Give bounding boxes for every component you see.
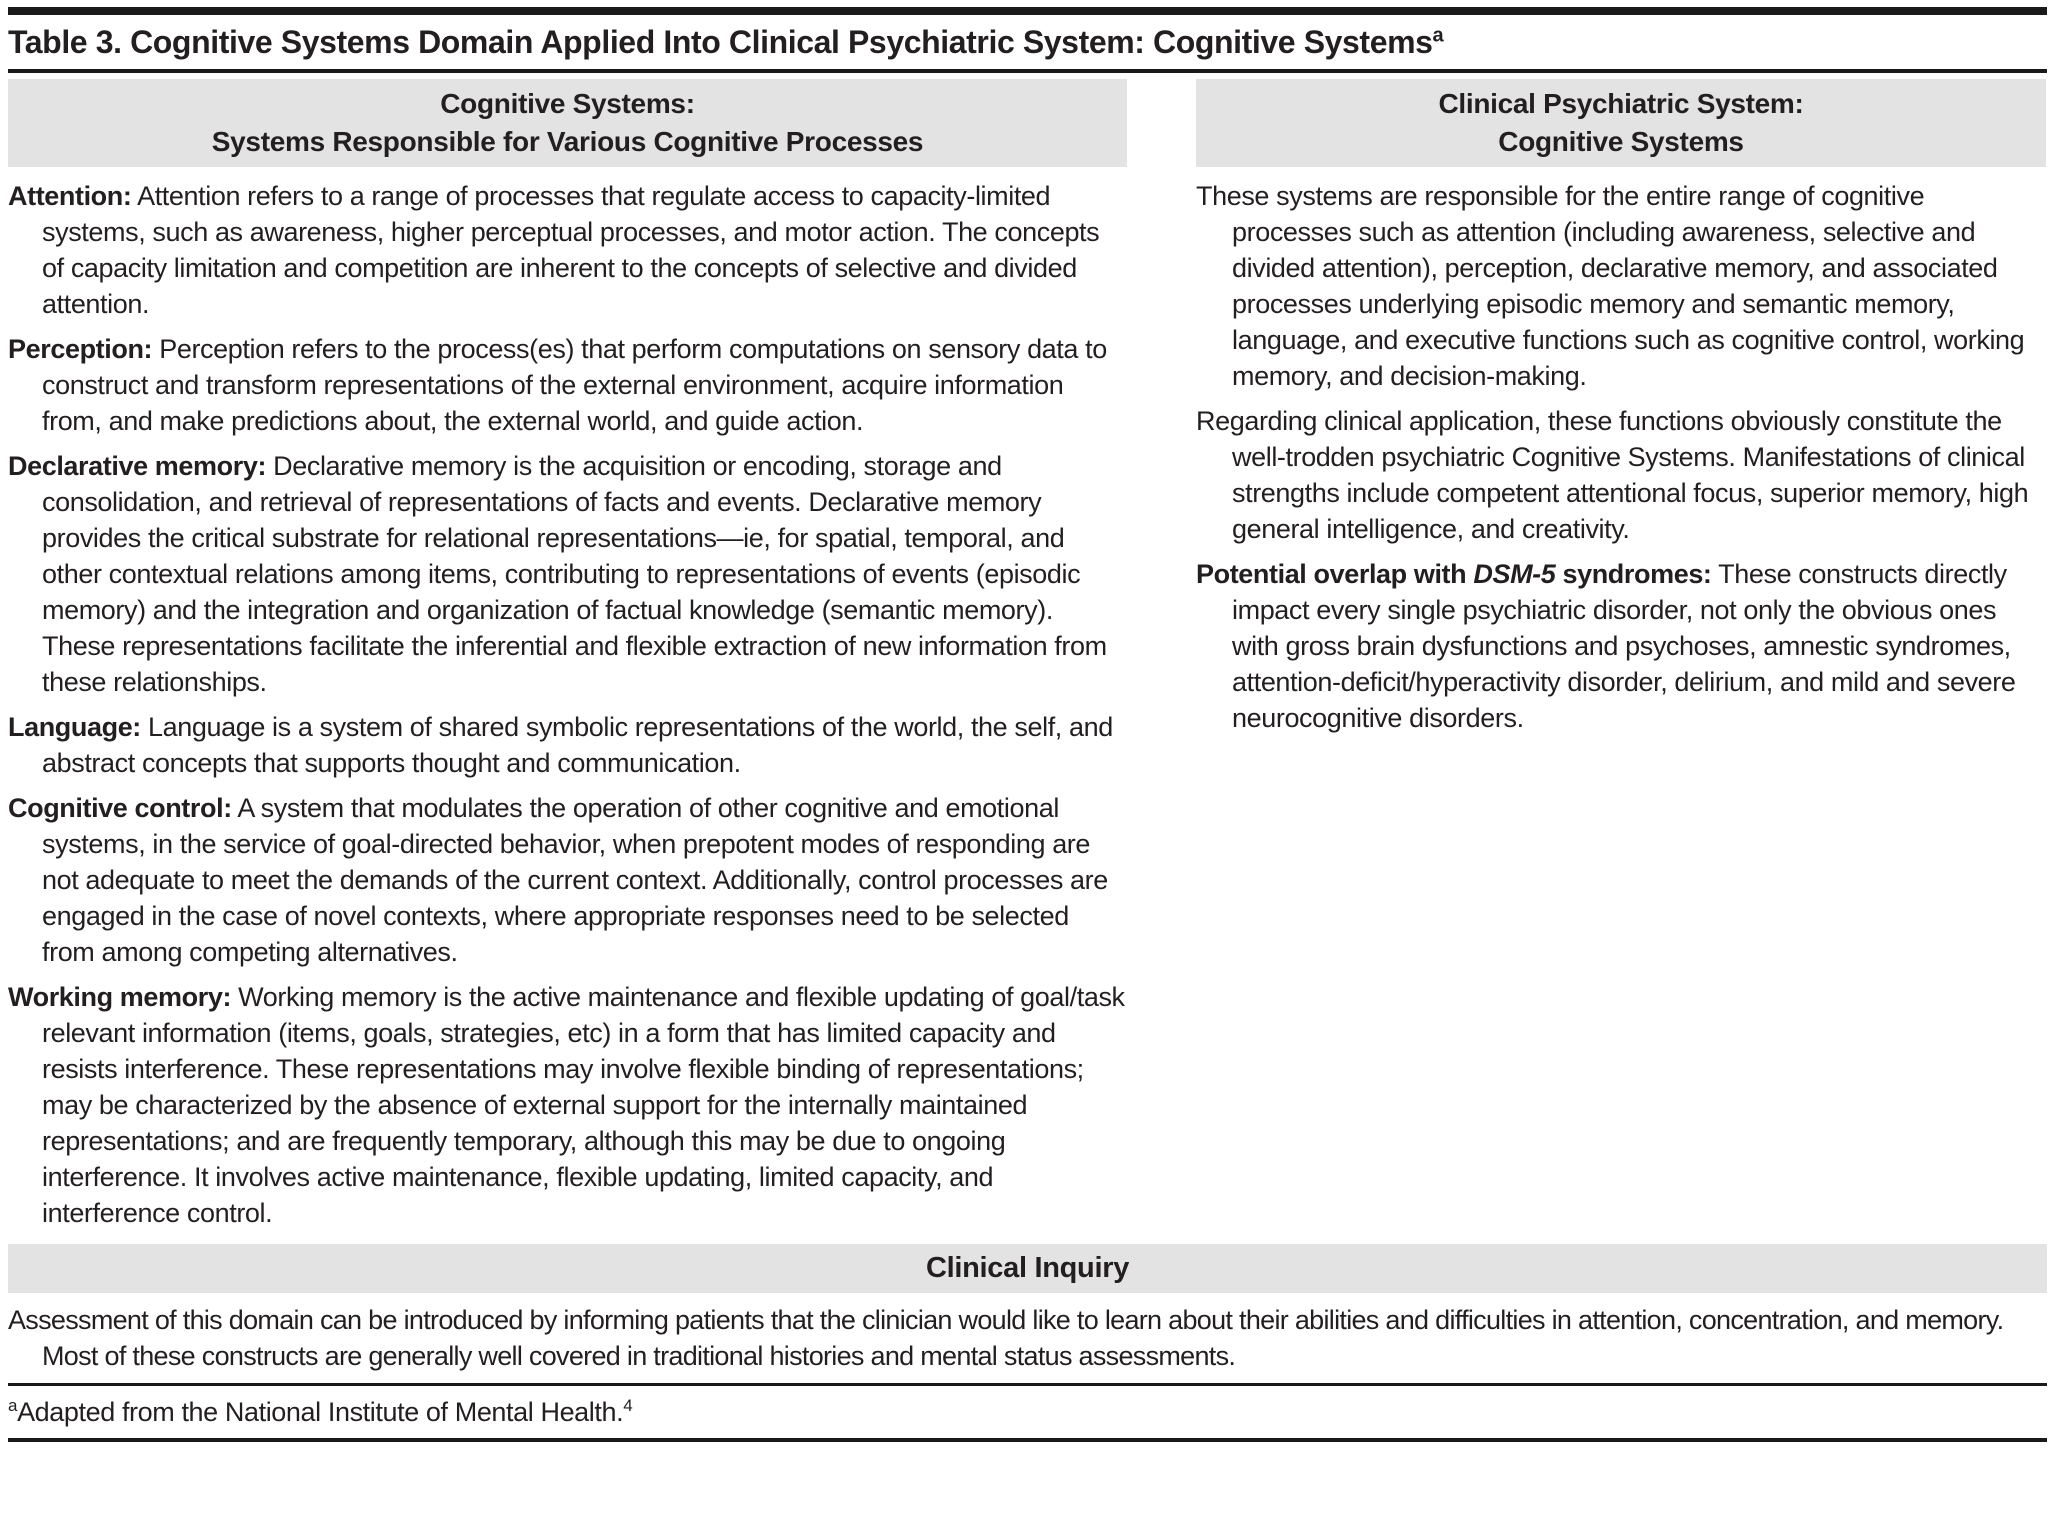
footnote-superscript: a <box>8 1396 18 1415</box>
right-header-line2: Cognitive Systems <box>1498 126 1744 157</box>
entry-language <box>8 709 1127 781</box>
entry-cognitive-control-text: A system that modulates the operation of other cognitive and emotional systems, in the service of goal-directed behavior, when prepotent modes of responding are not adequate to meet the demands of the current context. Additionally, control processes are engaged in the case of novel contexts, where appropriate responses need to be selected from among competing alternatives. <box>42 793 1108 967</box>
top-rule-thick <box>8 7 2047 15</box>
entry-systems-responsible <box>1196 178 2046 394</box>
table-footnote <box>8 1395 2047 1429</box>
entry-systems-responsible-text: These systems are responsible for the entire range of cognitive processes such as attention (including awareness, selective and divided attention), perception, declarative memory, and associated processes underlying episodic memory and semantic memory, language, and executive functions such as cognitive control, working memory, and decision-making. <box>1196 181 2025 391</box>
right-header-line1: Clinical Psychiatric System: <box>1438 88 1804 119</box>
footnote-separator-rule <box>8 1383 2047 1386</box>
table-columns <box>8 79 2047 1240</box>
right-column-header <box>1196 79 2046 167</box>
right-column-entries <box>1196 178 2046 736</box>
left-column-header <box>8 79 1127 167</box>
table-title-superscript: a <box>1432 24 1444 47</box>
entry-perception-label: Perception: <box>8 334 153 364</box>
entry-working-memory-label: Working memory: <box>8 982 232 1012</box>
entry-attention <box>8 178 1127 322</box>
left-column <box>8 79 1127 1240</box>
entry-clinical-application-text: Regarding clinical application, these functions obviously constitute the well-trodden psychiatric Cognitive Systems. Manifestations of clinical strengths include competent attentional focus, superior memory, high general intelligence, and creativity. <box>1196 406 2029 544</box>
entry-perception-text: Perception refers to the process(es) that perform computations on sensory data to construct and transform representations of the external environment, acquire information from, and make predictions about, the external world, and guide action. <box>42 334 1107 436</box>
clinical-inquiry-header-band <box>8 1244 2047 1293</box>
entry-cognitive-control <box>8 790 1127 970</box>
left-column-entries <box>8 178 1127 1231</box>
entry-declarative-memory-text: Declarative memory is the acquisition or encoding, storage and consolidation, and retrieval of representations of facts and events. Declarative memory provides the critical substrate for relational representations—ie, for spatial, temporal, and other contextual relations among items, contributing to representations of events (episodic memory) and the integration and organization of factual knowledge (semantic memory). These representations facilitate the inferential and flexible extraction of new information from these relationships. <box>42 451 1107 697</box>
left-header-line2: Systems Responsible for Various Cognitive Processes <box>211 126 924 157</box>
table-title <box>8 22 2047 62</box>
entry-dsm5-overlap-label-pre: Potential overlap with <box>1196 559 1474 589</box>
right-column <box>1196 79 2046 1240</box>
left-header-line1: Cognitive Systems: <box>440 88 695 119</box>
entry-dsm5-overlap-label-italic: DSM-5 <box>1473 559 1556 589</box>
entry-dsm5-overlap <box>1196 556 2046 736</box>
table-title-text: Table 3. Cognitive Systems Domain Applied Into Clinical Psychiatric System: Cognitive Systems <box>8 24 1433 60</box>
title-rule <box>8 69 2047 73</box>
entry-dsm5-overlap-text: These constructs directly impact every single psychiatric disorder, not only the obvious ones with gross brain dysfunctions and psychoses, amnestic syndromes, attention-deficit/hyperactivity disorder, delirium, and mild and severe neurocognitive disorders. <box>1232 559 2016 733</box>
entry-working-memory <box>8 979 1127 1231</box>
footnote-text: Adapted from the National Institute of Mental Health. <box>17 1397 624 1427</box>
entry-working-memory-text: Working memory is the active maintenance and flexible updating of goal/task relevant information (items, goals, strategies, etc) in a form that has limited capacity and resists interference. These representations may involve flexible binding of representations; may be characterized by the absence of external support for the internally maintained representations; and are frequently temporary, although this may be due to ongoing interference. It involves active maintenance, flexible updating, limited capacity, and interference control. <box>42 982 1125 1228</box>
bottom-rule-thick <box>8 1438 2047 1442</box>
entry-declarative-memory <box>8 448 1127 700</box>
clinical-inquiry-header-text: Clinical Inquiry <box>925 1252 1130 1284</box>
footnote-reference-superscript: 4 <box>623 1396 633 1415</box>
entry-perception <box>8 331 1127 439</box>
entry-cognitive-control-label: Cognitive control: <box>8 793 232 823</box>
entry-language-text: Language is a system of shared symbolic representations of the world, the self, and abstract concepts that supports thought and communication. <box>42 712 1113 778</box>
entry-declarative-memory-label: Declarative memory: <box>8 451 267 481</box>
entry-dsm5-overlap-label-post: syndromes: <box>1555 559 1712 589</box>
clinical-inquiry-text: Assessment of this domain can be introduced by informing patients that the clinician would like to learn about their abilities and difficulties in attention, concentration, and memory. Most of these constructs are generally well covered in traditional histories and mental status assessments. <box>8 1305 2004 1371</box>
entry-clinical-application <box>1196 403 2046 547</box>
entry-attention-label: Attention: <box>8 181 132 211</box>
entry-attention-text: Attention refers to a range of processes that regulate access to capacity-limited systems, such as awareness, higher perceptual processes, and motor action. The concepts of capacity limitation and competition are inherent to the concepts of selective and divided attention. <box>42 181 1100 319</box>
entry-language-label: Language: <box>8 712 141 742</box>
